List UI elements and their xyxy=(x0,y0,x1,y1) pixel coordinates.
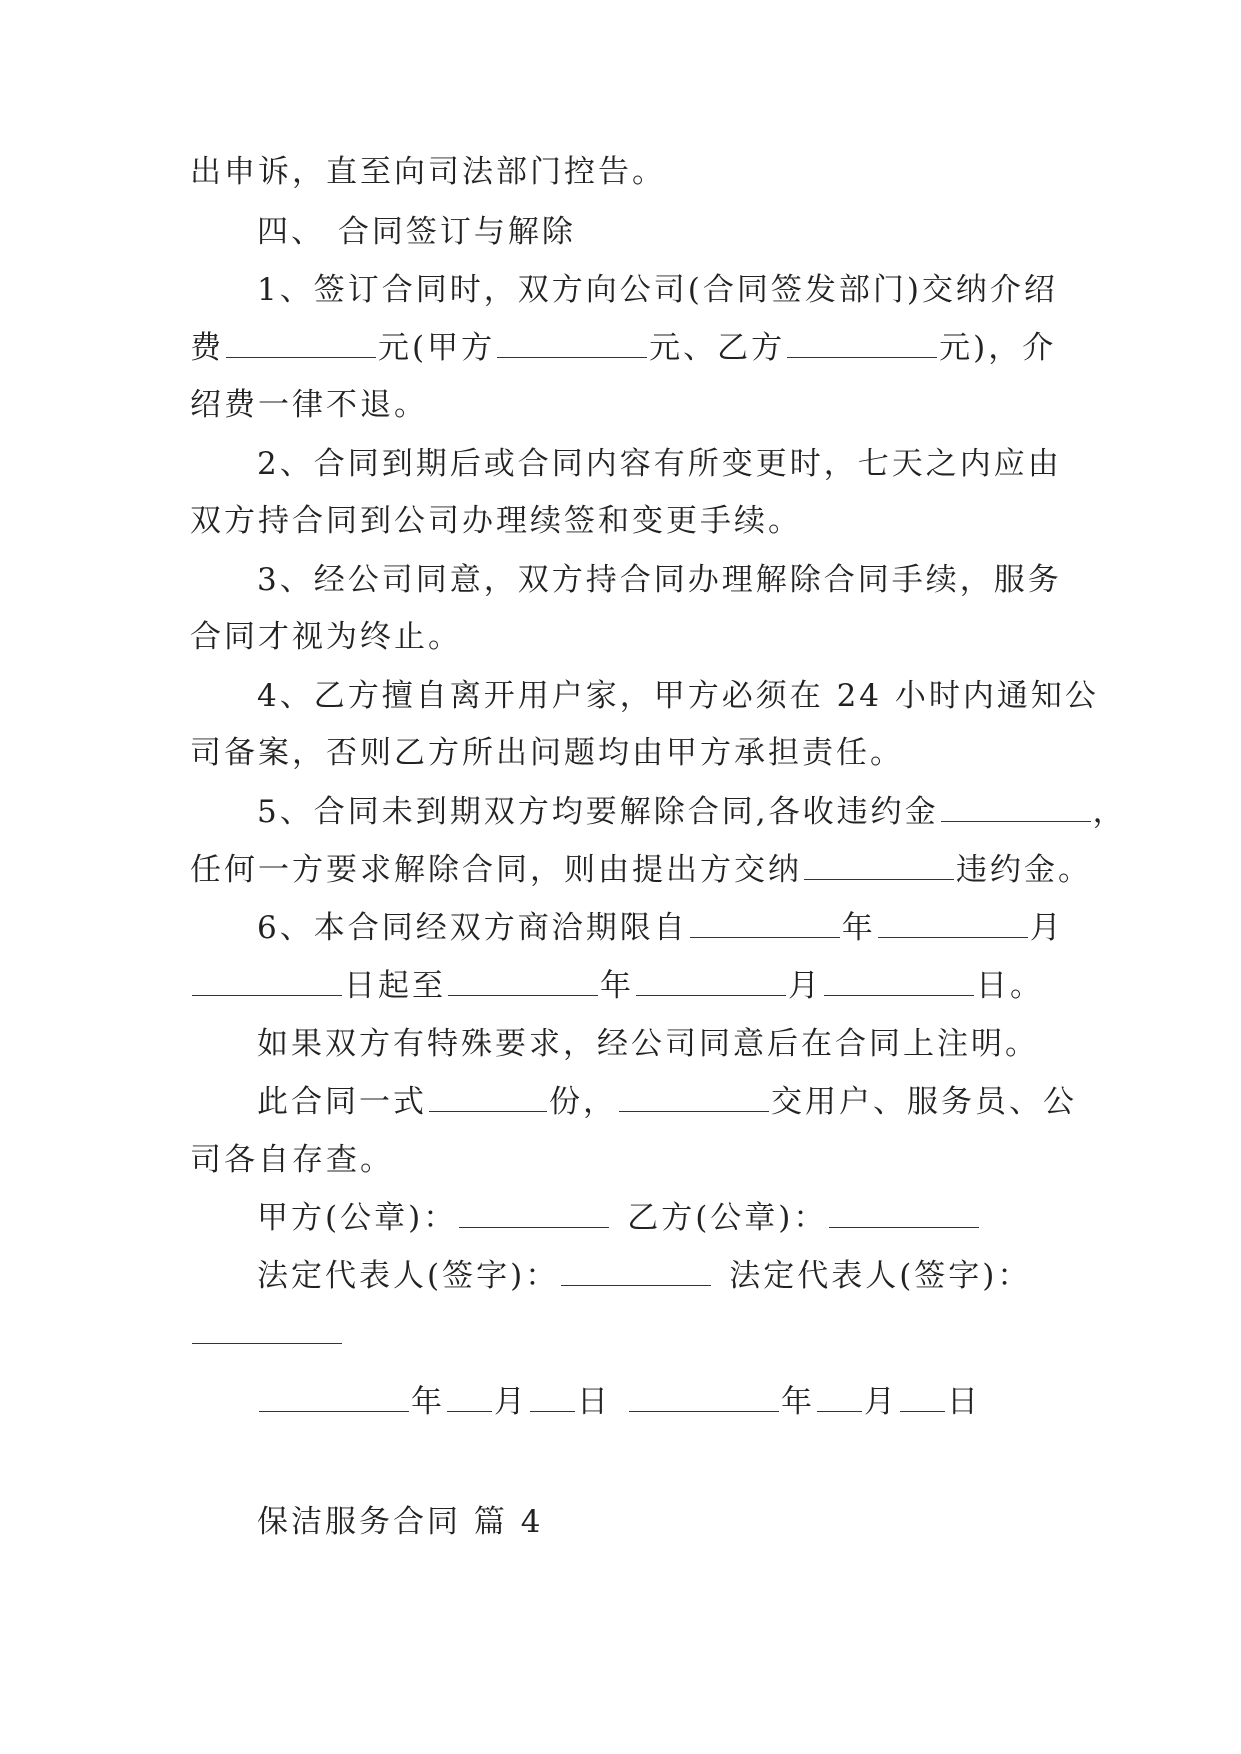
blank-fill-line xyxy=(448,967,598,996)
blank-fill-line xyxy=(192,967,342,996)
blank-fill-line xyxy=(878,909,1028,938)
text: 元、乙方 xyxy=(649,330,786,366)
text: 元)，介 xyxy=(939,330,1057,366)
clause-2-line-2 xyxy=(190,501,1080,541)
text: 甲方(公章)： xyxy=(257,1200,458,1236)
text: 4、乙方擅自离开用户家，甲方必须在 24 小时内通知公 xyxy=(257,678,1099,714)
text: 6、本合同经双方商洽期限自 xyxy=(257,910,688,946)
text: 年 xyxy=(841,910,876,946)
paragraph-line xyxy=(190,152,1080,192)
date-line xyxy=(257,1382,1147,1422)
blank-fill-line xyxy=(824,967,974,996)
party-seal-line xyxy=(257,1198,1147,1238)
text: 违约金。 xyxy=(956,852,1092,888)
clause-1-line-1 xyxy=(257,270,1147,310)
clause-4-line-1 xyxy=(257,676,1147,716)
text: 月 xyxy=(864,1384,898,1420)
text: 法定代表人(签字)： xyxy=(257,1258,560,1294)
blank-fill-line xyxy=(787,329,937,358)
blank-fill-line xyxy=(226,329,376,358)
text: 日起至 xyxy=(344,968,446,1004)
text: 费 xyxy=(190,330,224,366)
clause-5-line-1 xyxy=(257,792,1147,832)
text: 5、合同未到期双方均要解除合同,各收违约金 xyxy=(257,794,939,830)
text: 月 xyxy=(788,968,822,1004)
clause-2-line-1 xyxy=(257,444,1147,484)
text: 元(甲方 xyxy=(378,330,496,366)
text: 出申诉，直至向司法部门控告。 xyxy=(190,154,666,190)
copies-line-1 xyxy=(257,1082,1147,1122)
clause-6-line-2 xyxy=(190,966,1080,1006)
blank-fill-line xyxy=(530,1383,575,1412)
text: 日。 xyxy=(976,968,1044,1004)
text: 年 xyxy=(411,1384,445,1420)
text: 月 xyxy=(494,1384,528,1420)
blank-fill-line xyxy=(629,1383,779,1412)
clause-3-line-2 xyxy=(190,617,1080,657)
blank-fill-line xyxy=(459,1199,609,1228)
blank-fill-line xyxy=(192,1315,342,1344)
clause-5-line-2 xyxy=(190,850,1092,890)
text: 1、签订合同时，双方向公司(合同签发部门)交纳介绍 xyxy=(257,272,1058,308)
clause-3-line-1 xyxy=(257,560,1147,600)
text: 日 xyxy=(947,1384,981,1420)
text: ， xyxy=(1092,794,1127,830)
text: 绍费一律不退。 xyxy=(190,387,428,423)
section-heading xyxy=(257,212,1147,252)
text: 乙方(公章)： xyxy=(627,1200,828,1236)
clause-6-line-1 xyxy=(257,908,1147,948)
clause-1-line-2 xyxy=(190,328,1080,368)
blank-fill-line xyxy=(804,851,954,880)
legal-rep-line xyxy=(257,1256,1147,1296)
clause-1-line-3 xyxy=(190,385,1080,425)
blank-fill-line xyxy=(259,1383,409,1412)
text: 如果双方有特殊要求，经公司同意后在合同上注明。 xyxy=(257,1026,1039,1062)
text: 月 xyxy=(1029,910,1064,946)
text: 日 xyxy=(577,1384,611,1420)
legal-rep-blank-line xyxy=(190,1314,1080,1354)
blank-fill-line xyxy=(497,329,647,358)
text: 年 xyxy=(781,1384,815,1420)
text: 此合同一式 xyxy=(257,1084,427,1120)
text: 司各自存查。 xyxy=(190,1142,394,1178)
text: 年 xyxy=(600,968,634,1004)
text: 交用户、服务员、公 xyxy=(771,1084,1077,1120)
blank-fill-line xyxy=(941,793,1091,822)
text: 2、合同到期后或合同内容有所变更时，七天之内应由 xyxy=(257,446,1062,482)
text: 四、 合同签订与解除 xyxy=(257,214,576,250)
text: 司备案，否则乙方所出问题均由甲方承担责任。 xyxy=(190,735,904,771)
blank-fill-line xyxy=(829,1199,979,1228)
blank-fill-line xyxy=(561,1257,711,1286)
next-section-title xyxy=(257,1502,1147,1542)
text: 双方持合同到公司办理续签和变更手续。 xyxy=(190,503,802,539)
blank-fill-line xyxy=(447,1383,492,1412)
copies-line-2 xyxy=(190,1140,1080,1180)
blank-fill-line xyxy=(690,909,840,938)
text: 保洁服务合同 篇 4 xyxy=(257,1504,544,1540)
blank-fill-line xyxy=(900,1383,945,1412)
blank-fill-line xyxy=(429,1083,547,1112)
special-requirements-line xyxy=(257,1024,1147,1064)
clause-4-line-2 xyxy=(190,733,1080,773)
blank-fill-line xyxy=(619,1083,769,1112)
blank-fill-line xyxy=(636,967,786,996)
text: 合同才视为终止。 xyxy=(190,619,462,655)
text: 3、经公司同意，双方持合同办理解除合同手续，服务 xyxy=(257,562,1062,598)
text: 任何一方要求解除合同，则由提出方交纳 xyxy=(190,852,802,888)
text: 法定代表人(签字)： xyxy=(729,1258,1032,1294)
text: 份， xyxy=(549,1084,617,1120)
blank-fill-line xyxy=(817,1383,862,1412)
